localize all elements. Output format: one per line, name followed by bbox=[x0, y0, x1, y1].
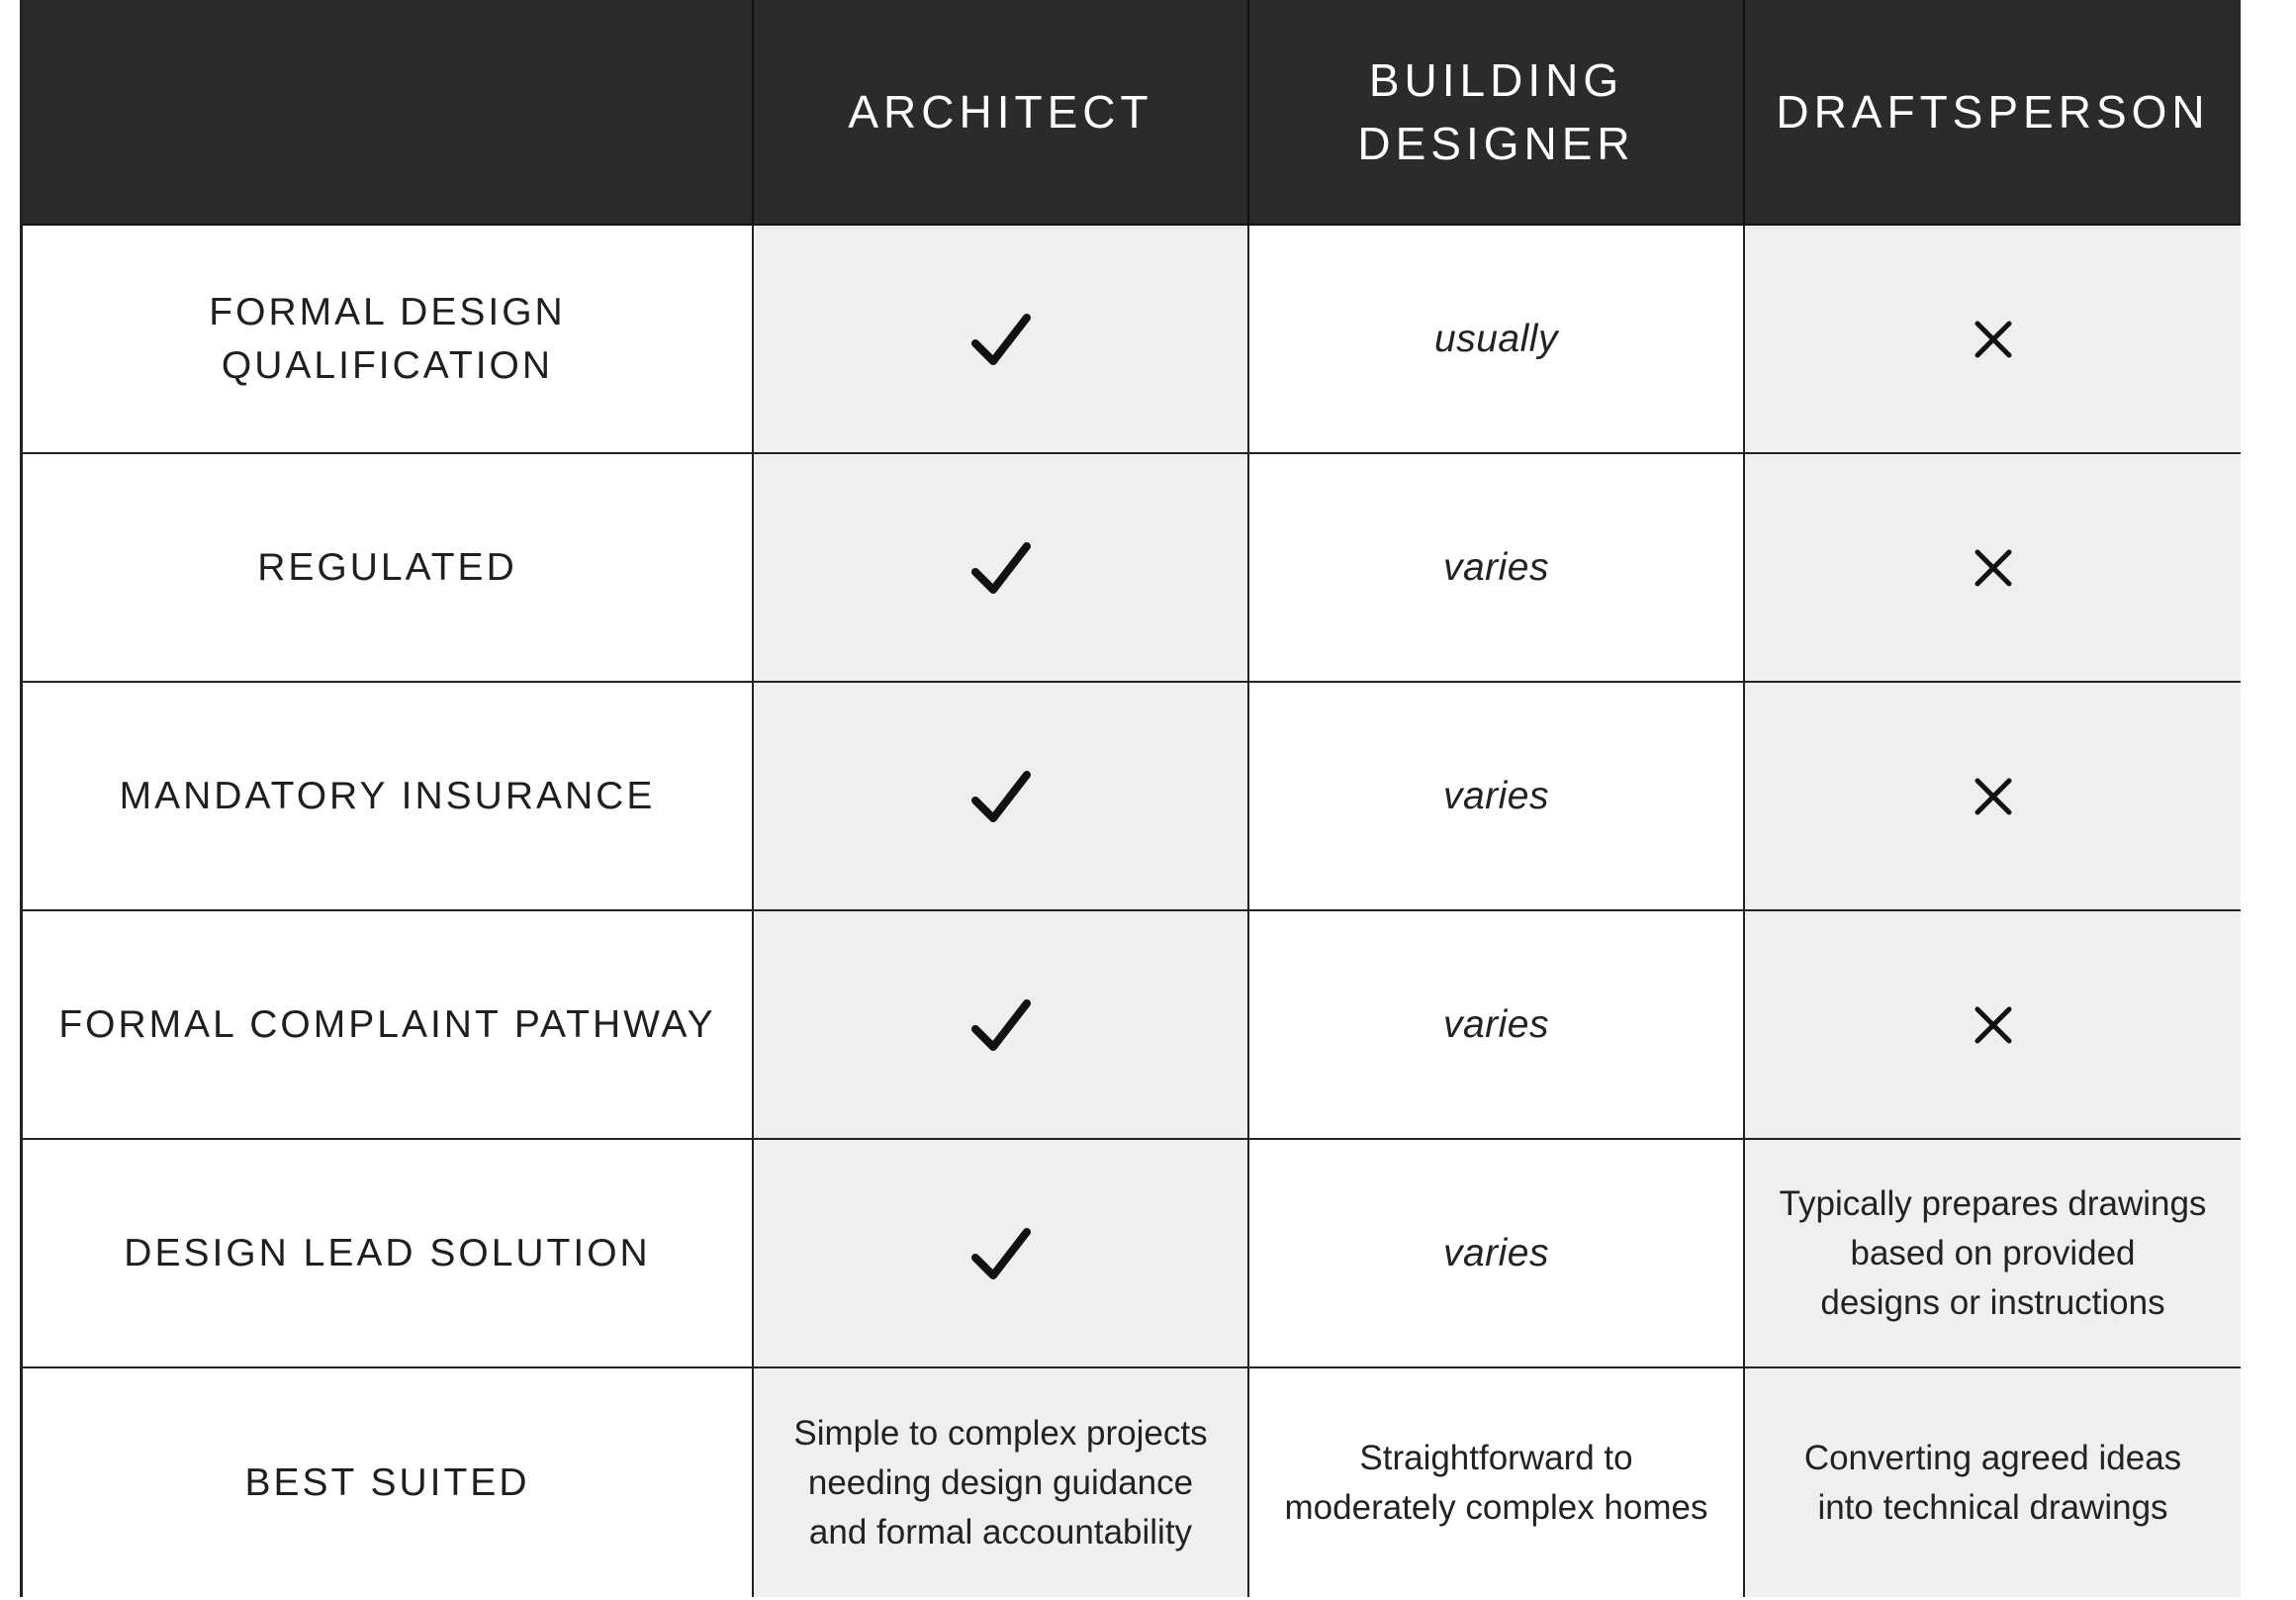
check-icon bbox=[971, 997, 1031, 1053]
cell-architect-formal-design-qualification bbox=[754, 226, 1249, 454]
cell-building-designer-formal-complaint-pathway bbox=[1249, 911, 1745, 1140]
value-varies: varies bbox=[1442, 774, 1550, 817]
cell-building-designer-design-lead-solution bbox=[1249, 1140, 1745, 1368]
cross-icon bbox=[1974, 1005, 2013, 1045]
check-icon bbox=[971, 540, 1031, 596]
row-label-design-lead-solution: DESIGN LEAD SOLUTION bbox=[23, 1140, 754, 1368]
cell-draftsperson-best-suited bbox=[1745, 1368, 2241, 1597]
cell-building-designer-regulated bbox=[1249, 454, 1745, 683]
cross-icon bbox=[1974, 320, 2013, 359]
row-label-regulated: REGULATED bbox=[23, 454, 754, 683]
header-draftsperson: DRAFTSPERSON bbox=[1745, 0, 2241, 226]
cell-architect-best-suited bbox=[754, 1368, 1249, 1597]
cell-architect-mandatory-insurance bbox=[754, 683, 1249, 911]
description-text: Converting agreed ideas into technical drawings bbox=[1803, 1438, 2182, 1527]
value-varies: varies bbox=[1442, 1002, 1550, 1046]
cell-building-designer-mandatory-insurance bbox=[1249, 683, 1745, 911]
description-text: Simple to complex projects needing design guidance and formal accountability bbox=[793, 1413, 1208, 1552]
check-icon bbox=[971, 312, 1031, 367]
cell-draftsperson-regulated bbox=[1745, 454, 2241, 683]
header-corner bbox=[23, 0, 754, 226]
cell-architect-formal-complaint-pathway bbox=[754, 911, 1249, 1140]
cross-icon bbox=[1974, 777, 2013, 816]
cell-draftsperson-formal-complaint-pathway bbox=[1745, 911, 2241, 1140]
header-architect: ARCHITECT bbox=[754, 0, 1249, 226]
header-building-designer: BUILDING DESIGNER bbox=[1249, 0, 1745, 226]
check-icon bbox=[971, 769, 1031, 824]
row-label-best-suited: BEST SUITED bbox=[23, 1368, 754, 1597]
cell-draftsperson-formal-design-qualification bbox=[1745, 226, 2241, 454]
cell-draftsperson-design-lead-solution bbox=[1745, 1140, 2241, 1368]
description-text: Straightforward to moderately complex homes bbox=[1284, 1438, 1708, 1527]
row-label-formal-complaint-pathway: FORMAL COMPLAINT PATHWAY bbox=[23, 911, 754, 1140]
cell-draftsperson-mandatory-insurance bbox=[1745, 683, 2241, 911]
cell-building-designer-formal-design-qualification bbox=[1249, 226, 1745, 454]
comparison-table bbox=[20, 0, 2238, 1597]
cell-architect-design-lead-solution bbox=[754, 1140, 1249, 1368]
value-varies: varies bbox=[1442, 1231, 1550, 1274]
value-usually: usually bbox=[1434, 317, 1558, 360]
description-text: Typically prepares drawings based on provided designs or instructions bbox=[1779, 1183, 2207, 1322]
cell-building-designer-best-suited bbox=[1249, 1368, 1745, 1597]
row-label-mandatory-insurance: MANDATORY INSURANCE bbox=[23, 683, 754, 911]
check-icon bbox=[971, 1226, 1031, 1281]
row-label-formal-design-qualification: FORMAL DESIGN QUALIFICATION bbox=[23, 226, 754, 454]
cell-architect-regulated bbox=[754, 454, 1249, 683]
cross-icon bbox=[1974, 548, 2013, 588]
value-varies: varies bbox=[1442, 545, 1550, 589]
